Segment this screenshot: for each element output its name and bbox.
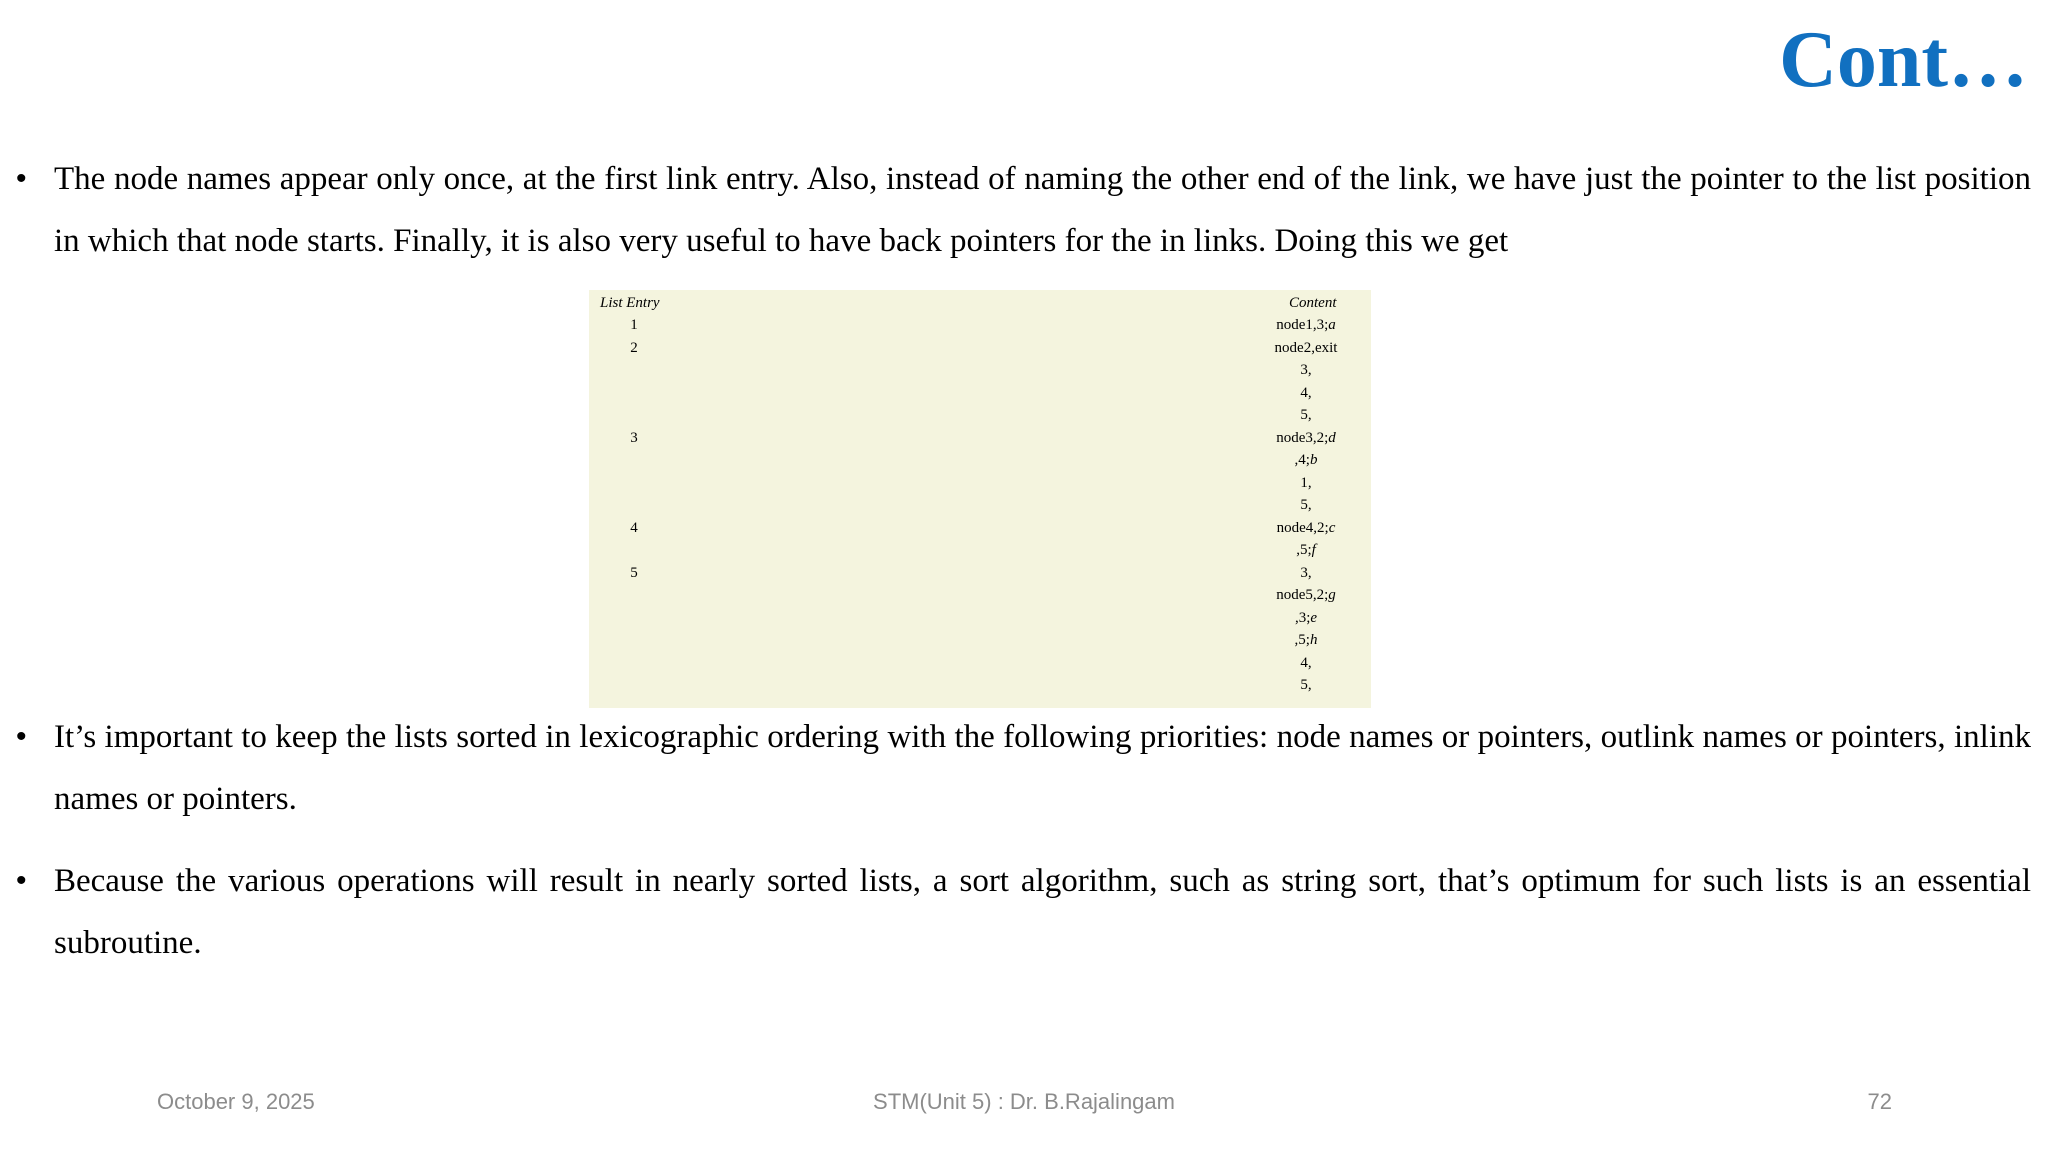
content-text: node2,exit bbox=[1274, 339, 1338, 356]
content-text: 5, bbox=[1300, 677, 1312, 693]
table-row bbox=[589, 652, 1371, 675]
content-cell bbox=[1241, 674, 1371, 697]
content-cell bbox=[1241, 382, 1371, 405]
content-text: ,3; bbox=[1294, 609, 1311, 626]
table-row bbox=[589, 607, 1371, 630]
content-cell bbox=[1241, 539, 1371, 562]
spacer-cell bbox=[679, 494, 1241, 517]
content-cell bbox=[1241, 314, 1371, 337]
link-label: c bbox=[1328, 519, 1336, 536]
content-text: ,5; bbox=[1296, 542, 1312, 558]
table-row bbox=[589, 382, 1371, 405]
spacer-cell bbox=[679, 629, 1241, 652]
content-cell bbox=[1241, 652, 1371, 675]
figure-header-list-entry: List Entry bbox=[600, 295, 660, 311]
content-cell bbox=[1241, 494, 1371, 517]
content-text: 5, bbox=[1300, 497, 1312, 513]
bullet-text-1: The node names appear only once, at the first link entry. Also, instead of naming the other end of the link, we have just the pointer to the list position in which that node starts. Finally, it is also very useful to have back pointers for the in links. Doing this we get bbox=[54, 161, 2031, 259]
content-text: ,5; bbox=[1294, 632, 1310, 648]
list-entry-cell bbox=[589, 652, 679, 675]
table-row bbox=[589, 629, 1371, 652]
bullet-item-2 bbox=[16, 706, 2031, 830]
table-row bbox=[589, 562, 1371, 585]
link-label: b bbox=[1309, 452, 1318, 468]
spacer-cell bbox=[679, 449, 1241, 472]
bullet-item-3 bbox=[16, 850, 2031, 974]
table-row bbox=[589, 494, 1371, 517]
content-text: ,4; bbox=[1294, 452, 1310, 468]
footer-course-author: STM(Unit 5) : Dr. B.Rajalingam bbox=[873, 1089, 1175, 1114]
content-text: 5, bbox=[1300, 407, 1312, 423]
footer-date: October 9, 2025 bbox=[157, 1089, 315, 1114]
table-row bbox=[589, 449, 1371, 472]
link-label: e bbox=[1310, 609, 1318, 626]
content-cell bbox=[1241, 629, 1371, 652]
bullet-item-1 bbox=[16, 148, 2031, 272]
content-text: 3, bbox=[1300, 564, 1312, 581]
list-entry-cell bbox=[589, 494, 679, 517]
spacer-cell bbox=[679, 607, 1241, 630]
link-label: a bbox=[1328, 317, 1336, 333]
table-row bbox=[589, 337, 1371, 360]
content-text: 1, bbox=[1300, 474, 1312, 491]
list-entry-cell: 4 bbox=[630, 519, 638, 536]
table-row bbox=[589, 404, 1371, 427]
list-entry-cell bbox=[589, 472, 679, 495]
figure-table bbox=[589, 314, 1371, 697]
list-entry-cell: 5 bbox=[630, 564, 638, 581]
list-entry-cell bbox=[589, 629, 679, 652]
spacer-cell bbox=[679, 404, 1241, 427]
bullet-dot: • bbox=[16, 864, 27, 897]
content-cell bbox=[1241, 449, 1371, 472]
content-text: 4, bbox=[1300, 384, 1312, 401]
bullet-text-2: It’s important to keep the lists sorted in lexicographic ordering with the following priorities: node names or pointers, outlink names or pointers, inlink names or pointers. bbox=[54, 719, 2031, 817]
spacer-cell bbox=[679, 674, 1241, 697]
list-entry-cell bbox=[589, 607, 679, 630]
list-entry-figure bbox=[589, 290, 1371, 708]
spacer-cell bbox=[679, 337, 1241, 360]
footer-page-number: 72 bbox=[1867, 1089, 1892, 1114]
table-row bbox=[589, 674, 1371, 697]
list-entry-cell bbox=[589, 382, 679, 405]
spacer-cell bbox=[679, 562, 1241, 585]
table-row bbox=[589, 517, 1371, 540]
content-text: node3,2; bbox=[1276, 429, 1329, 446]
spacer-cell bbox=[679, 539, 1241, 562]
list-entry-cell bbox=[589, 674, 679, 697]
link-label: h bbox=[1309, 632, 1318, 648]
content-cell bbox=[1241, 427, 1371, 450]
content-cell bbox=[1241, 607, 1371, 630]
spacer-cell bbox=[679, 359, 1241, 382]
content-text: 3, bbox=[1300, 362, 1312, 378]
bullet-dot: • bbox=[16, 162, 27, 195]
list-entry-cell: 2 bbox=[630, 339, 638, 356]
table-row bbox=[589, 359, 1371, 382]
content-cell bbox=[1241, 584, 1371, 607]
table-row bbox=[589, 584, 1371, 607]
list-entry-cell bbox=[589, 404, 679, 427]
spacer-cell bbox=[679, 382, 1241, 405]
list-entry-cell: 1 bbox=[630, 317, 638, 333]
content-cell bbox=[1241, 517, 1371, 540]
content-cell bbox=[1241, 337, 1371, 360]
spacer-cell bbox=[679, 584, 1241, 607]
spacer-cell bbox=[679, 517, 1241, 540]
content-text: node1,3; bbox=[1276, 317, 1329, 333]
link-label: f bbox=[1311, 542, 1316, 558]
list-entry-cell bbox=[589, 539, 679, 562]
slide-title: Cont… bbox=[1779, 16, 2028, 104]
list-entry-cell bbox=[589, 359, 679, 382]
list-entry-cell bbox=[589, 449, 679, 472]
spacer-cell bbox=[679, 652, 1241, 675]
figure-header-content: Content bbox=[1289, 295, 1337, 311]
table-row bbox=[589, 427, 1371, 450]
content-cell bbox=[1241, 404, 1371, 427]
content-cell bbox=[1241, 359, 1371, 382]
spacer-cell bbox=[679, 472, 1241, 495]
spacer-cell bbox=[679, 427, 1241, 450]
content-text: node4,2; bbox=[1276, 519, 1329, 536]
link-label: d bbox=[1328, 429, 1336, 446]
spacer-cell bbox=[679, 314, 1241, 337]
link-label: g bbox=[1328, 587, 1336, 603]
table-row bbox=[589, 314, 1371, 337]
content-text: 4, bbox=[1300, 654, 1312, 671]
content-text: node5,2; bbox=[1276, 587, 1329, 603]
table-row bbox=[589, 472, 1371, 495]
table-row bbox=[589, 539, 1371, 562]
bullet-text-3: Because the various operations will result in nearly sorted lists, a sort algorithm, such as string sort, that’s optimum for such lists is an essential subroutine. bbox=[54, 863, 2031, 961]
content-cell bbox=[1241, 562, 1371, 585]
list-entry-cell bbox=[589, 584, 679, 607]
list-entry-cell: 3 bbox=[630, 429, 638, 446]
bullet-dot: • bbox=[16, 720, 27, 753]
content-cell bbox=[1241, 472, 1371, 495]
